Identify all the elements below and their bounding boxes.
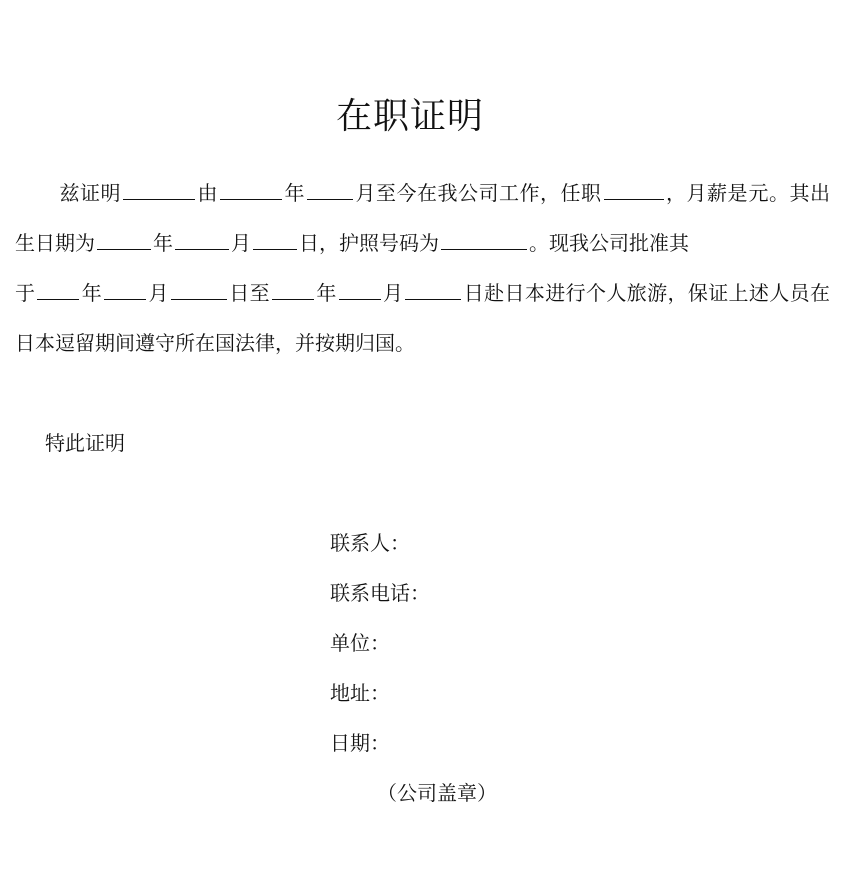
blank-passport-number — [441, 231, 527, 250]
company-label: 单位： — [330, 631, 390, 655]
blank-position — [604, 181, 664, 200]
blank-start-month — [307, 181, 353, 200]
blank-from-month — [104, 281, 146, 300]
certificate-body — [15, 168, 830, 368]
blank-from-year — [37, 281, 79, 300]
body-segment: 日至 — [228, 281, 270, 305]
blank-to-year — [272, 281, 314, 300]
body-segment: 元。其出生日期为 — [15, 181, 830, 255]
blank-birth-year — [97, 231, 151, 250]
body-segment: ，月薪是 — [665, 181, 748, 205]
closing-statement: 特此证明 — [45, 431, 125, 455]
body-segment: 由 — [197, 181, 218, 205]
body-segment: 于 — [15, 281, 36, 305]
body-segment: 年 — [81, 281, 103, 305]
body-segment: 兹证明 — [59, 181, 121, 205]
blank-name — [123, 181, 195, 200]
blank-birth-month — [175, 231, 229, 250]
body-segment: 月 — [382, 281, 404, 305]
blank-start-year — [220, 181, 282, 200]
date-label: 日期： — [330, 731, 390, 755]
company-seal-note: （公司盖章） — [377, 781, 497, 805]
body-segment: 月 — [231, 231, 251, 255]
body-segment: 年 — [153, 231, 173, 255]
document-title: 在职证明 — [335, 96, 484, 137]
blank-to-month — [339, 281, 381, 300]
signature-block — [330, 518, 430, 768]
blank-from-day — [171, 281, 227, 300]
body-segment: 日，护照号码为 — [299, 231, 439, 255]
blank-birth-day — [253, 231, 297, 250]
body-segment: 年 — [284, 181, 305, 205]
blank-to-day — [405, 281, 461, 300]
body-segment: 。现我公司批准其 — [529, 231, 689, 255]
address-label: 地址： — [330, 681, 390, 705]
contact-phone-label: 联系电话： — [330, 581, 430, 605]
body-segment: 月 — [148, 281, 169, 305]
contact-person-label: 联系人： — [330, 531, 410, 555]
body-segment: 月至今在我公司工作，任职 — [355, 181, 602, 205]
body-segment: 年 — [315, 281, 337, 305]
body-segment: 日赴日本进行个人旅游，保证上述人员在日本逗留期间遵守所在国法律，并按期归国。 — [15, 281, 831, 355]
